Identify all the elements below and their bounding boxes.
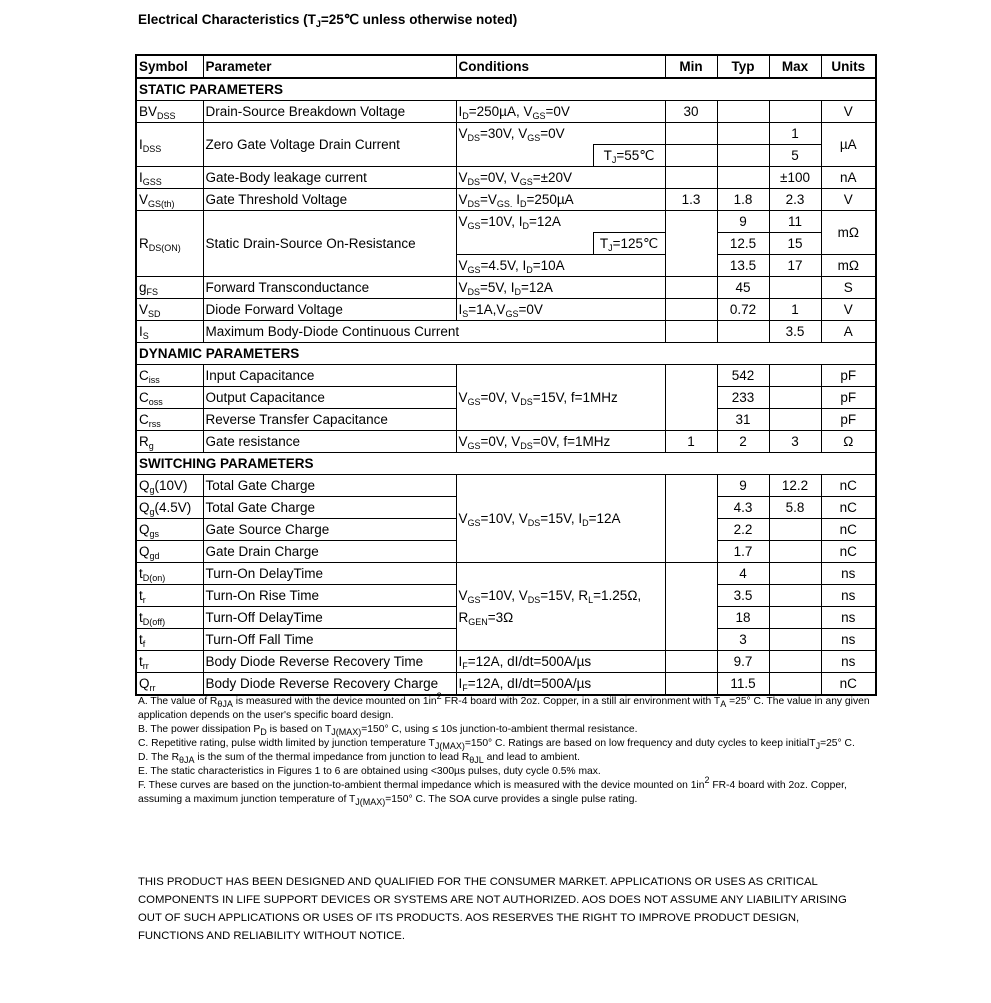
typ-value: 9 bbox=[717, 475, 769, 497]
header-symbol: Symbol bbox=[136, 55, 203, 78]
unit-value: nC bbox=[821, 673, 876, 696]
param-coss: Output Capacitance bbox=[203, 387, 456, 409]
param-igss: Gate-Body leakage current bbox=[203, 167, 456, 189]
symbol-igss: $I_{GSS}$ bbox=[136, 167, 203, 189]
symbol-is: $I_S$ bbox=[136, 321, 203, 343]
table-row bbox=[136, 651, 876, 673]
typ-value: 3 bbox=[717, 629, 769, 651]
typ-value: 2.2 bbox=[717, 519, 769, 541]
param-crss: Reverse Transfer Capacitance bbox=[203, 409, 456, 431]
max-value: 12.2 bbox=[769, 475, 821, 497]
cond-trr: $I_F=12A$, dI/dt=500A/µs bbox=[456, 651, 665, 673]
param-tf: Turn-Off Fall Time bbox=[203, 629, 456, 651]
symbol-coss: $C_{oss}$ bbox=[136, 387, 203, 409]
typ-value: 542 bbox=[717, 365, 769, 387]
unit-value: A bbox=[821, 321, 876, 343]
cond-idss-tj: $T_J=55℃$ bbox=[593, 145, 665, 167]
cond-switching: $V_{GS}=10V$, $V_{DS}=15V$, $R_L=1.25\Omega$, $R_{GEN}=3\Omega$ bbox=[456, 563, 665, 651]
unit-value: S bbox=[821, 277, 876, 299]
typ-value: 9 bbox=[717, 211, 769, 233]
table-row bbox=[136, 475, 876, 497]
disclaimer bbox=[138, 873, 868, 945]
typ-value: 31 bbox=[717, 409, 769, 431]
disclaimer-line: OUT OF SUCH APPLICATIONS OR USES OF ITS PRODUCTS. AOS RESERVES THE RIGHT TO IMPROVE PRODUCT DESIGN, bbox=[138, 912, 800, 924]
symbol-qg45: $Q_g(4.5V)$ bbox=[136, 497, 203, 519]
header-units: Units bbox=[821, 55, 876, 78]
typ-value: 45 bbox=[717, 277, 769, 299]
note-e: E. The static characteristics in Figures 1 to 6 are obtained using <300µs pulses, duty cycle 0.5% max. bbox=[138, 766, 601, 777]
param-qg10: Total Gate Charge bbox=[203, 475, 456, 497]
cond-qrr: $I_F=12A$, dI/dt=500A/µs bbox=[456, 673, 665, 696]
header-parameter: Parameter bbox=[203, 55, 456, 78]
unit-value: pF bbox=[821, 387, 876, 409]
footnotes bbox=[138, 691, 878, 807]
table-row bbox=[136, 673, 876, 696]
unit-value: V bbox=[821, 299, 876, 321]
unit-value: Ω bbox=[821, 431, 876, 453]
symbol-qgd: $Q_{gd}$ bbox=[136, 541, 203, 563]
symbol-rdson: $R_{DS(ON)}$ bbox=[136, 211, 203, 277]
section-static: STATIC PARAMETERS bbox=[136, 78, 876, 101]
note-f: F. These curves are based on the junction-to-ambient thermal impedance which is measured with the device mounted on $1in^2$ FR-4 board with 2oz. Copper, assuming a maximum junction temperature of $T_{J(MAX)}=150^\circ$ C. The SOA curve provides a single pulse rating. bbox=[138, 775, 847, 807]
typ-value: 3.5 bbox=[717, 585, 769, 607]
symbol-qrr: $Q_{rr}$ bbox=[136, 673, 203, 696]
typ-value: 4.3 bbox=[717, 497, 769, 519]
max-value: 3 bbox=[769, 431, 821, 453]
max-value: 1 bbox=[769, 123, 821, 145]
param-qrr: Body Diode Reverse Recovery Charge bbox=[203, 673, 456, 696]
param-vgsth: Gate Threshold Voltage bbox=[203, 189, 456, 211]
max-value: 5.8 bbox=[769, 497, 821, 519]
typ-value: 11.5 bbox=[717, 673, 769, 696]
param-qg45: Total Gate Charge bbox=[203, 497, 456, 519]
page-title: Electrical Characteristics ($T_J=25℃$ unless otherwise noted) bbox=[138, 12, 518, 29]
typ-value: 233 bbox=[717, 387, 769, 409]
param-qgd: Gate Drain Charge bbox=[203, 541, 456, 563]
symbol-idss: $I_{DSS}$ bbox=[136, 123, 203, 167]
max-value: ±100 bbox=[769, 167, 821, 189]
typ-value: 2 bbox=[717, 431, 769, 453]
param-gfs: Forward Transconductance bbox=[203, 277, 456, 299]
disclaimer-line: THIS PRODUCT HAS BEEN DESIGNED AND QUALIFIED FOR THE CONSUMER MARKET. APPLICATIONS OR USES AS CRITICAL bbox=[138, 876, 818, 888]
typ-value: 12.5 bbox=[717, 233, 769, 255]
unit-value: mΩ bbox=[821, 255, 876, 277]
table-row bbox=[136, 277, 876, 299]
unit-value: nC bbox=[821, 541, 876, 563]
header-max: Max bbox=[769, 55, 821, 78]
unit-value: ns bbox=[821, 563, 876, 585]
unit-value: V bbox=[821, 101, 876, 123]
symbol-rg: $R_g$ bbox=[136, 431, 203, 453]
unit-value: nA bbox=[821, 167, 876, 189]
symbol-bvdss: $BV_{DSS}$ bbox=[136, 101, 203, 123]
symbol-tdoff: $t_{D(off)}$ bbox=[136, 607, 203, 629]
cond-vsd: $I_S=1A,V_{GS}=0V$ bbox=[456, 299, 665, 321]
typ-value: 1.7 bbox=[717, 541, 769, 563]
typ-value: 9.7 bbox=[717, 651, 769, 673]
symbol-tr: $t_r$ bbox=[136, 585, 203, 607]
symbol-qgs: $Q_{gs}$ bbox=[136, 519, 203, 541]
typ-value: 1.8 bbox=[717, 189, 769, 211]
table-row bbox=[136, 101, 876, 123]
param-rg: Gate resistance bbox=[203, 431, 456, 453]
header-conditions: Conditions bbox=[456, 55, 665, 78]
param-trr: Body Diode Reverse Recovery Time bbox=[203, 651, 456, 673]
unit-value: pF bbox=[821, 365, 876, 387]
symbol-qg10: $Q_g(10V)$ bbox=[136, 475, 203, 497]
unit-value: nC bbox=[821, 519, 876, 541]
param-tr: Turn-On Rise Time bbox=[203, 585, 456, 607]
unit-value: ns bbox=[821, 607, 876, 629]
symbol-tf: $t_f$ bbox=[136, 629, 203, 651]
table-row bbox=[136, 123, 876, 145]
cond-rg: $V_{GS}=0V$, $V_{DS}=0V$, f=1MHz bbox=[456, 431, 665, 453]
unit-value: ns bbox=[821, 629, 876, 651]
cond-idss: $V_{DS}=30V$, $V_{GS}=0V$ bbox=[456, 123, 665, 145]
param-bvdss: Drain-Source Breakdown Voltage bbox=[203, 101, 456, 123]
symbol-gfs: $g_{FS}$ bbox=[136, 277, 203, 299]
param-tdoff: Turn-Off DelayTime bbox=[203, 607, 456, 629]
note-c: C. Repetitive rating, pulse width limited by junction temperature $T_{J(MAX)}=150^\circ$ C. Ratings are based on low frequency and duty cycles to keep initialT$_J$=25° C. bbox=[138, 738, 855, 751]
table-row bbox=[136, 299, 876, 321]
unit-value: V bbox=[821, 189, 876, 211]
cond-rdson-tj: $T_J=125℃$ bbox=[593, 233, 665, 255]
table-row bbox=[136, 211, 876, 233]
unit-value: mΩ bbox=[821, 211, 876, 255]
table-row bbox=[136, 365, 876, 387]
symbol-trr: $t_{rr}$ bbox=[136, 651, 203, 673]
max-value: 17 bbox=[769, 255, 821, 277]
unit-value: ns bbox=[821, 585, 876, 607]
param-rdson: Static Drain-Source On-Resistance bbox=[203, 211, 456, 277]
param-tdon: Turn-On DelayTime bbox=[203, 563, 456, 585]
unit-value: µA bbox=[821, 123, 876, 167]
symbol-vgsth: $V_{GS(th)}$ bbox=[136, 189, 203, 211]
section-dynamic: DYNAMIC PARAMETERS bbox=[136, 343, 876, 365]
typ-value: 13.5 bbox=[717, 255, 769, 277]
unit-value: nC bbox=[821, 497, 876, 519]
table-row bbox=[136, 431, 876, 453]
max-value: 2.3 bbox=[769, 189, 821, 211]
typ-value: 0.72 bbox=[717, 299, 769, 321]
param-qgs: Gate Source Charge bbox=[203, 519, 456, 541]
cond-igss: $V_{DS}=0V$, $V_{GS}=\pm 20V$ bbox=[456, 167, 665, 189]
typ-value: 4 bbox=[717, 563, 769, 585]
electrical-characteristics-table bbox=[135, 54, 877, 696]
param-vsd: Diode Forward Voltage bbox=[203, 299, 456, 321]
table-row bbox=[136, 321, 876, 343]
symbol-tdon: $t_{D(on)}$ bbox=[136, 563, 203, 585]
cond-bvdss: $I_D=250\mu A$, $V_{GS}=0V$ bbox=[456, 101, 665, 123]
max-value: 5 bbox=[769, 145, 821, 167]
param-ciss: Input Capacitance bbox=[203, 365, 456, 387]
symbol-vsd: $V_{SD}$ bbox=[136, 299, 203, 321]
unit-value: ns bbox=[821, 651, 876, 673]
note-b: B. The power dissipation $P_D$ is based on $T_{J(MAX)}=150^\circ$ C, using ≤ 10s junction-to-ambient thermal resistance. bbox=[138, 724, 638, 737]
note-a: A. The value of $R_{\theta JA}$ is measured with the device mounted on $1in^2$ FR-4 board with 2oz. Copper, in a still air environment with $T_A =25^\circ$ C. The value in any given application depends on the user's specific board design. bbox=[138, 691, 870, 721]
typ-value: 18 bbox=[717, 607, 769, 629]
max-value: 15 bbox=[769, 233, 821, 255]
table-header-row bbox=[136, 55, 876, 78]
cond-capacitance: $V_{GS}=0V$, $V_{DS}=15V$, f=1MHz bbox=[456, 365, 665, 431]
unit-value: nC bbox=[821, 475, 876, 497]
cond-gfs: $V_{DS}=5V$, $I_D=12A$ bbox=[456, 277, 665, 299]
symbol-ciss: $C_{iss}$ bbox=[136, 365, 203, 387]
min-value: 30 bbox=[665, 101, 717, 123]
table-row bbox=[136, 563, 876, 585]
param-is: Maximum Body-Diode Continuous Current bbox=[203, 321, 665, 343]
min-value: 1.3 bbox=[665, 189, 717, 211]
max-value: 3.5 bbox=[769, 321, 821, 343]
header-min: Min bbox=[665, 55, 717, 78]
cond-vgsth: $V_{DS}=V_{GS.}$ $I_D=250\mu A$ bbox=[456, 189, 665, 211]
param-idss: Zero Gate Voltage Drain Current bbox=[203, 123, 456, 167]
disclaimer-line: FUNCTIONS AND RELIABILITY WITHOUT NOTICE. bbox=[138, 930, 405, 942]
max-value: 11 bbox=[769, 211, 821, 233]
header-typ: Typ bbox=[717, 55, 769, 78]
cond-rdson-1: $V_{GS}=10V$, $I_D=12A$ bbox=[456, 211, 665, 233]
cond-rdson-2: $V_{GS}=4.5V$, $I_D=10A$ bbox=[456, 255, 665, 277]
note-d: D. The $R_{\theta JA}$ is the sum of the thermal impedance from junction to lead $R_{\theta JL}$ and lead to ambient. bbox=[138, 752, 580, 765]
table-row bbox=[136, 189, 876, 211]
section-switching: SWITCHING PARAMETERS bbox=[136, 453, 876, 475]
min-value: 1 bbox=[665, 431, 717, 453]
disclaimer-line: COMPONENTS IN LIFE SUPPORT DEVICES OR SYSTEMS ARE NOT AUTHORIZED. AOS DOES NOT ASSUME ANY LIABILITY ARISING bbox=[138, 894, 847, 906]
table-row bbox=[136, 167, 876, 189]
max-value: 1 bbox=[769, 299, 821, 321]
unit-value: pF bbox=[821, 409, 876, 431]
symbol-crss: $C_{rss}$ bbox=[136, 409, 203, 431]
cond-gate-charge: $V_{GS}=10V$, $V_{DS}=15V$, $I_D=12A$ bbox=[456, 475, 665, 563]
